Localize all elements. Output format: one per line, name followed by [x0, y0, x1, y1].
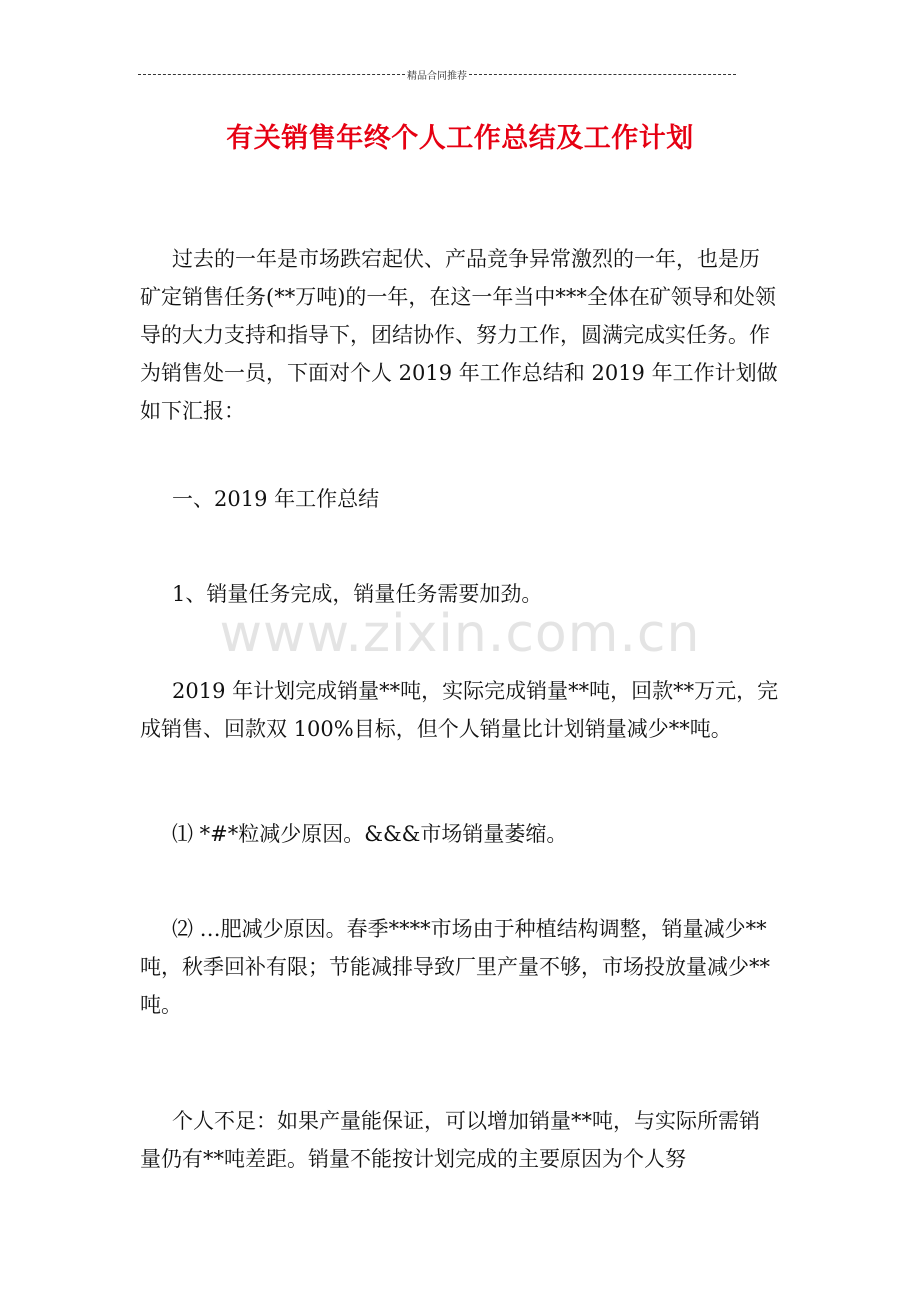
- intro-paragraph: 过去的一年是市场跌宕起伏、产品竞争异常激烈的一年，也是历矿定销售任务(**万吨)的一年，在这一年当中***全体在矿领导和处领导的大力支持和指导下，团结协作、努力工作，圆满完成实任务。作为销售处一员，下面对个人 2019 年工作总结和 2019 年工作计划做如下汇报：: [140, 247, 778, 423]
- sales-summary-paragraph: 2019 年计划完成销量**吨，实际完成销量**吨，回款**万元，完成销售、回款双 100%目标，但个人销量比计划销量减少**吨。: [140, 679, 779, 741]
- watermark: www.zixin.com.cn: [219, 604, 701, 664]
- item-1-heading: 1、销量任务完成，销量任务需要加劲。: [172, 582, 543, 606]
- header-divider: [138, 67, 736, 81]
- shortcoming-paragraph: 个人不足：如果产量能保证，可以增加销量**吨，与实际所需销量仍有**吨差距。销量不能按计划完成的主要原因为个人努: [140, 1109, 760, 1171]
- reason-2-paragraph: ⑵ …肥减少原因。春季****市场由于种植结构调整，销量减少**吨，秋季回补有限；节能减排导致厂里产量不够，市场投放量减少**吨。: [140, 917, 770, 1017]
- reason-1-paragraph: ⑴ *#*粒减少原因。&&&市场销量萎缩。: [172, 822, 568, 846]
- header-label: 精品合同推荐: [407, 70, 467, 82]
- document-title: 有关销售年终个人工作总结及工作计划: [226, 123, 694, 154]
- section-heading: 一、2019 年工作总结: [172, 487, 380, 511]
- header-dash-right: [469, 74, 736, 75]
- header-dash-left: [138, 74, 405, 75]
